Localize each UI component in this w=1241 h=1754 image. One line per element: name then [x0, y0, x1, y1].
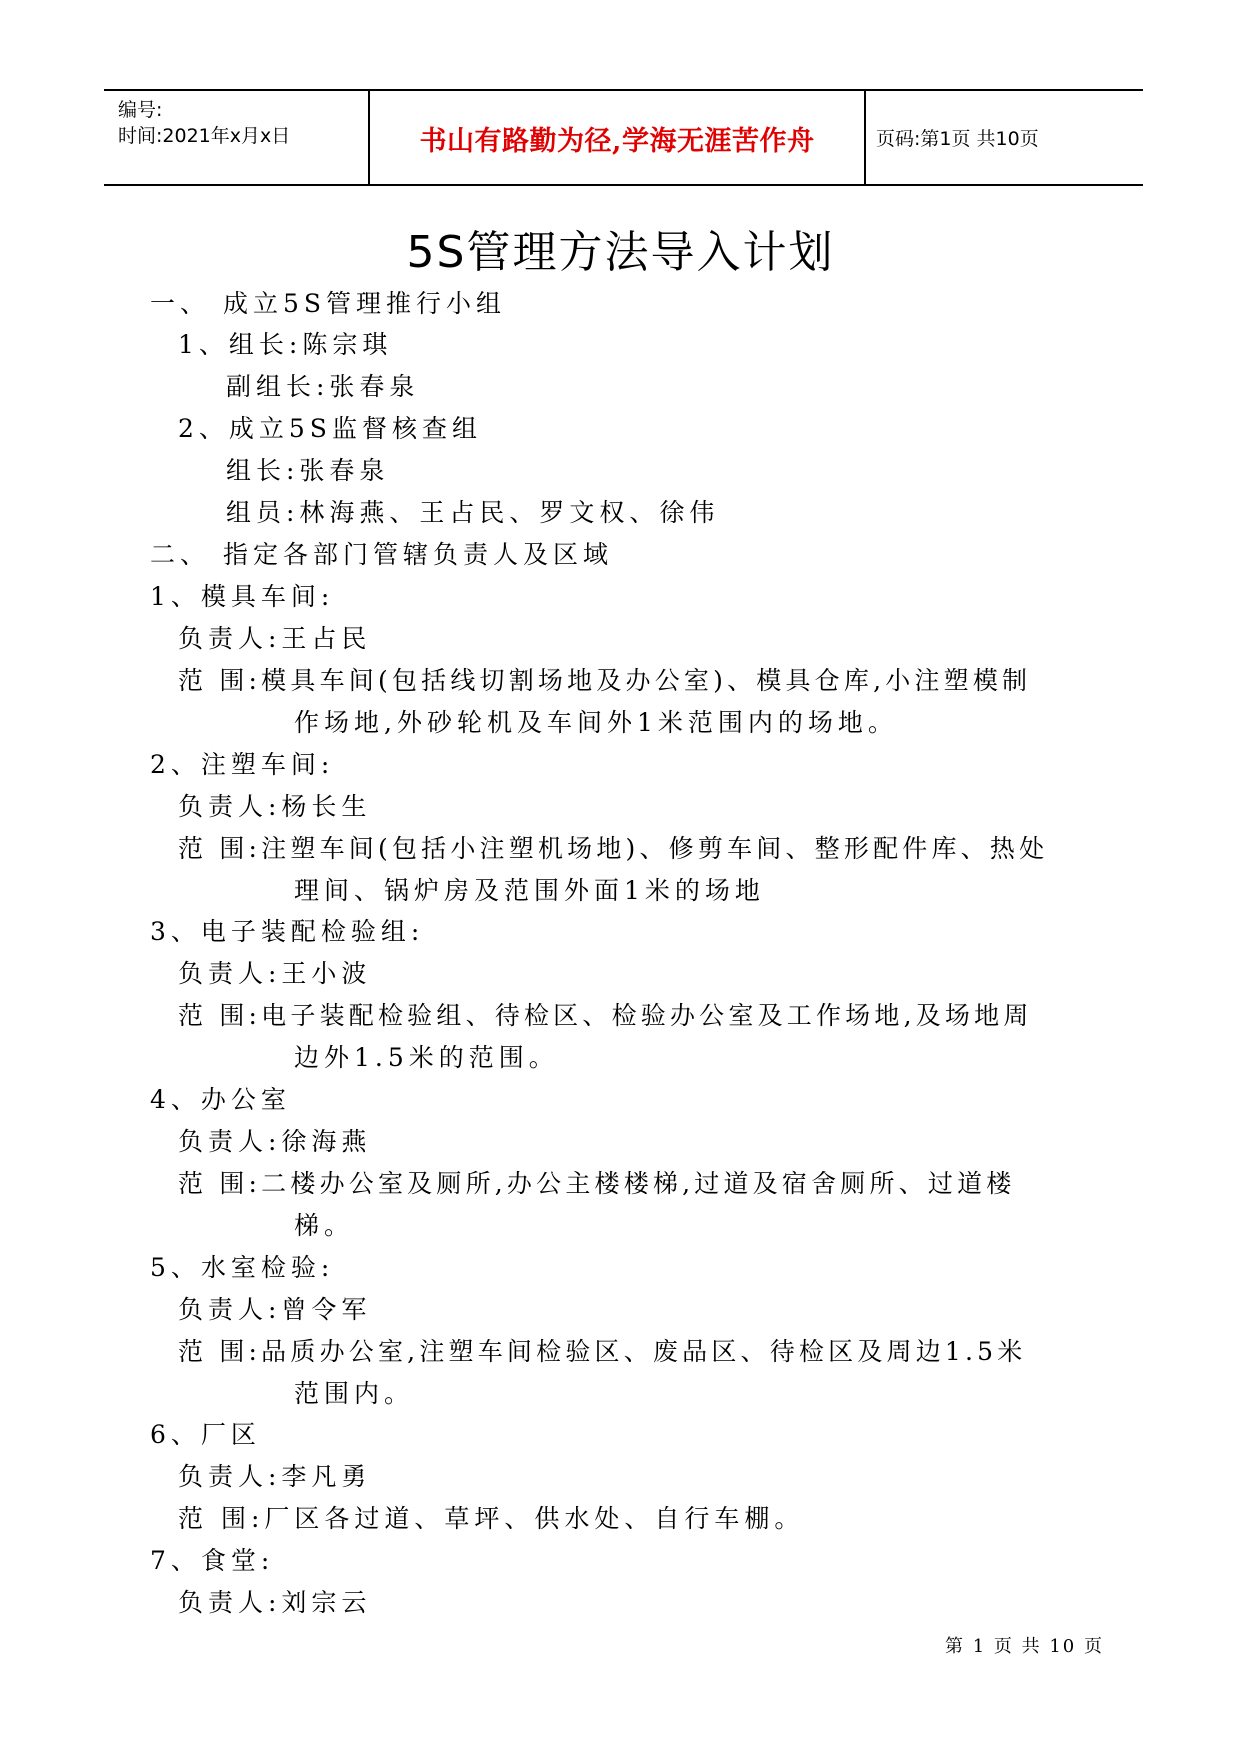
- list-item: 3、电子装配检验组:: [150, 917, 425, 946]
- list-item: 副组长:张春泉: [226, 372, 420, 401]
- list-item: 2、注塑车间:: [150, 750, 335, 779]
- header-info-cell: [104, 91, 370, 184]
- section-heading: 一、 成立5S管理推行小组: [150, 289, 506, 318]
- header-table: [104, 89, 1143, 186]
- list-item: 范 围:电子装配检验组、待检区、检验办公室及工作场地,及场地周: [178, 1001, 1033, 1030]
- list-item: 负责人:李凡勇: [178, 1462, 372, 1491]
- list-item: 范 围:品质办公室,注塑车间检验区、废品区、待检区及周边1.5米: [178, 1337, 1027, 1366]
- list-item: 梯。: [294, 1211, 355, 1240]
- document-time-label: 时间:2021年x月x日: [118, 125, 291, 147]
- list-item: 负责人:曾令军: [178, 1295, 372, 1324]
- list-item: 1、模具车间:: [150, 582, 335, 611]
- list-item: 负责人:王小波: [178, 959, 372, 988]
- list-item: 负责人:杨长生: [178, 792, 372, 821]
- list-item: 范 围:二楼办公室及厕所,办公主楼楼梯,过道及宿舍厕所、过道楼: [178, 1169, 1016, 1198]
- list-item: 7、食堂:: [150, 1546, 275, 1575]
- list-item: 组员:林海燕、王占民、罗文权、徐伟: [226, 498, 720, 527]
- document-number-label: 编号:: [118, 99, 163, 121]
- section-heading: 二、 指定各部门管辖负责人及区域: [150, 540, 613, 569]
- list-item: 负责人:徐海燕: [178, 1127, 372, 1156]
- list-item: 1、组长:陈宗琪: [178, 330, 393, 359]
- list-item: 范 围:注塑车间(包括小注塑机场地)、修剪车间、整形配件库、热处: [178, 834, 1049, 863]
- page-footer: 第 1 页 共 10 页: [945, 1636, 1104, 1657]
- header-page-cell: [866, 91, 1143, 184]
- list-item: 范 围:厂区各过道、草坪、供水处、自行车棚。: [178, 1504, 805, 1533]
- page-number-label: 页码:第1页 共10页: [876, 128, 1039, 150]
- motto-text: 书山有路勤为径,学海无涯苦作舟: [419, 126, 815, 157]
- page-title: 5S管理方法导入计划: [406, 227, 835, 278]
- list-item: 范 围:模具车间(包括线切割场地及办公室)、模具仓库,小注塑模制: [178, 666, 1032, 695]
- list-item: 范围内。: [294, 1379, 415, 1408]
- list-item: 作场地,外砂轮机及车间外1米范围内的场地。: [294, 708, 898, 737]
- list-item: 负责人:刘宗云: [178, 1588, 372, 1617]
- list-item: 5、水室检验:: [150, 1253, 335, 1282]
- list-item: 组长:张春泉: [226, 456, 390, 485]
- header-motto-cell: [370, 91, 866, 184]
- list-item: 2、成立5S监督核查组: [178, 414, 482, 443]
- list-item: 4、办公室: [150, 1085, 291, 1114]
- list-item: 边外1.5米的范围。: [294, 1043, 559, 1072]
- list-item: 6、厂区: [150, 1420, 261, 1449]
- list-item: 理间、锅炉房及范围外面1米的场地: [294, 876, 765, 905]
- list-item: 负责人:王占民: [178, 624, 372, 653]
